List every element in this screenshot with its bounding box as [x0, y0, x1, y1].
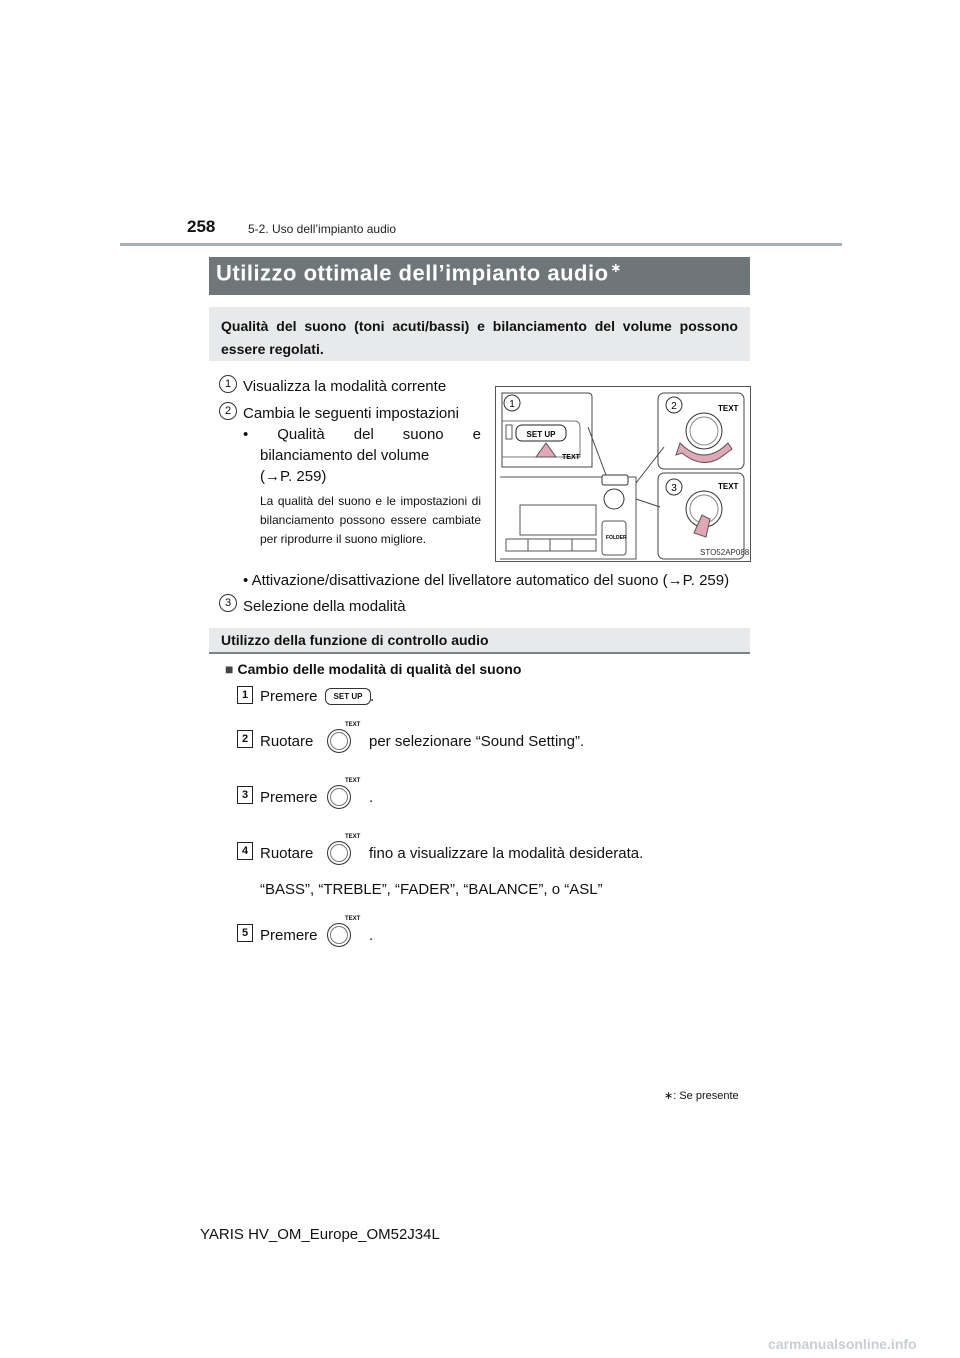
text-knob-label: TEXT: [345, 916, 361, 922]
step-3-after: .: [369, 789, 374, 806]
intro-text: Qualità del suono (toni acuti/bassi) e bilanciamento del volume possono essere regolati.: [221, 318, 738, 357]
step-2-number: 2: [237, 730, 253, 748]
step-2-after: per selezionare “Sound Setting”.: [369, 733, 585, 750]
step-4-number: 4: [237, 842, 253, 860]
document-code: YARIS HV_OM_Europe_OM52J34L: [200, 1226, 440, 1243]
text-knob-label: TEXT: [345, 722, 361, 728]
step-5-number: 5: [237, 924, 253, 942]
page-title: [216, 260, 622, 286]
page-title-text: Utilizzo ottimale dell’impianto audio: [216, 260, 609, 286]
text-knob-label: TEXT: [345, 834, 361, 840]
item-2-note: La qualità del suono e le impostazioni di bilanciamento possono essere cambiate per riprodurre il suono migliore.: [260, 494, 481, 546]
mode-options: “BASS”, “TREBLE”, “FADER”, “BALANCE”, o “ASL”: [260, 881, 603, 898]
knob-turn-icon: [686, 413, 722, 449]
item-2-bullet-1-line-2: bilanciamento del volume: [260, 447, 430, 464]
item-3-text: Selezione della modalità: [243, 598, 406, 615]
callout-3-marker: 3: [219, 594, 237, 612]
footnote: ∗: Se presente: [664, 1090, 739, 1102]
item-2-bullet-1-line-3: (→P. 259): [260, 468, 327, 485]
callout-2-marker: 2: [219, 402, 237, 420]
callout-2-number: 2: [671, 401, 677, 412]
setup-button-label: SET UP: [526, 430, 556, 439]
text-knob-icon: [327, 729, 351, 753]
step-3-number: 3: [237, 786, 253, 804]
callout-1-number: 1: [509, 399, 515, 410]
step-1-before: Premere: [260, 688, 318, 705]
setup-text-label: TEXT: [562, 454, 580, 461]
text-knob-icon: [327, 841, 351, 865]
knob-2-text-label: TEXT: [718, 404, 739, 413]
section-label: 5-2. Uso dell’impianto audio: [248, 222, 397, 236]
procedure-heading-marker: ■: [225, 661, 234, 677]
panel-display: [520, 505, 596, 535]
step-4-before: Ruotare: [260, 845, 314, 862]
procedure-heading-text: Cambio delle modalità di qualità del suono: [237, 661, 522, 677]
step-1-number: 1: [237, 686, 253, 704]
step-5-before: Premere: [260, 927, 318, 944]
page-number: 258: [187, 217, 216, 236]
figure-code: STO52AP088: [700, 548, 750, 557]
step-4-after: fino a visualizzare la modalità desiderata.: [369, 845, 644, 862]
step-1-after: .: [370, 688, 375, 705]
callout-1-marker: 1: [219, 375, 237, 393]
watermark: carmanualsonline.info: [768, 1336, 917, 1352]
step-5-after: .: [369, 927, 374, 944]
subheading-text: Utilizzo della funzione di controllo audio: [221, 632, 489, 648]
text-knob-icon: [327, 785, 351, 809]
step-2-before: Ruotare: [260, 733, 314, 750]
procedure-heading: [225, 661, 521, 677]
audio-panel-drawing: [496, 387, 750, 561]
item-2-text: Cambia le seguenti impostazioni: [243, 405, 459, 422]
panel-knob-icon: [604, 489, 624, 509]
text-knob-label: TEXT: [345, 778, 361, 784]
audio-control-illustration: [495, 386, 751, 562]
title-asterisk: ∗: [610, 260, 622, 275]
knob-3-text-label: TEXT: [718, 482, 739, 491]
item-1-text: Visualizza la modalità corrente: [243, 378, 447, 395]
callout-3-number: 3: [671, 483, 677, 494]
setup-button-icon: SET UP: [325, 688, 371, 705]
item-2-bullet-2: • Attivazione/disattivazione del livellatore automatico del suono (→P. 259): [243, 572, 730, 589]
text-knob-icon: [327, 923, 351, 947]
item-2-bullet-1-line-1: • Qualità del suono e: [243, 426, 481, 443]
header-divider: [120, 243, 842, 246]
step-3-before: Premere: [260, 789, 318, 806]
folder-label: FOLDER: [606, 535, 627, 541]
